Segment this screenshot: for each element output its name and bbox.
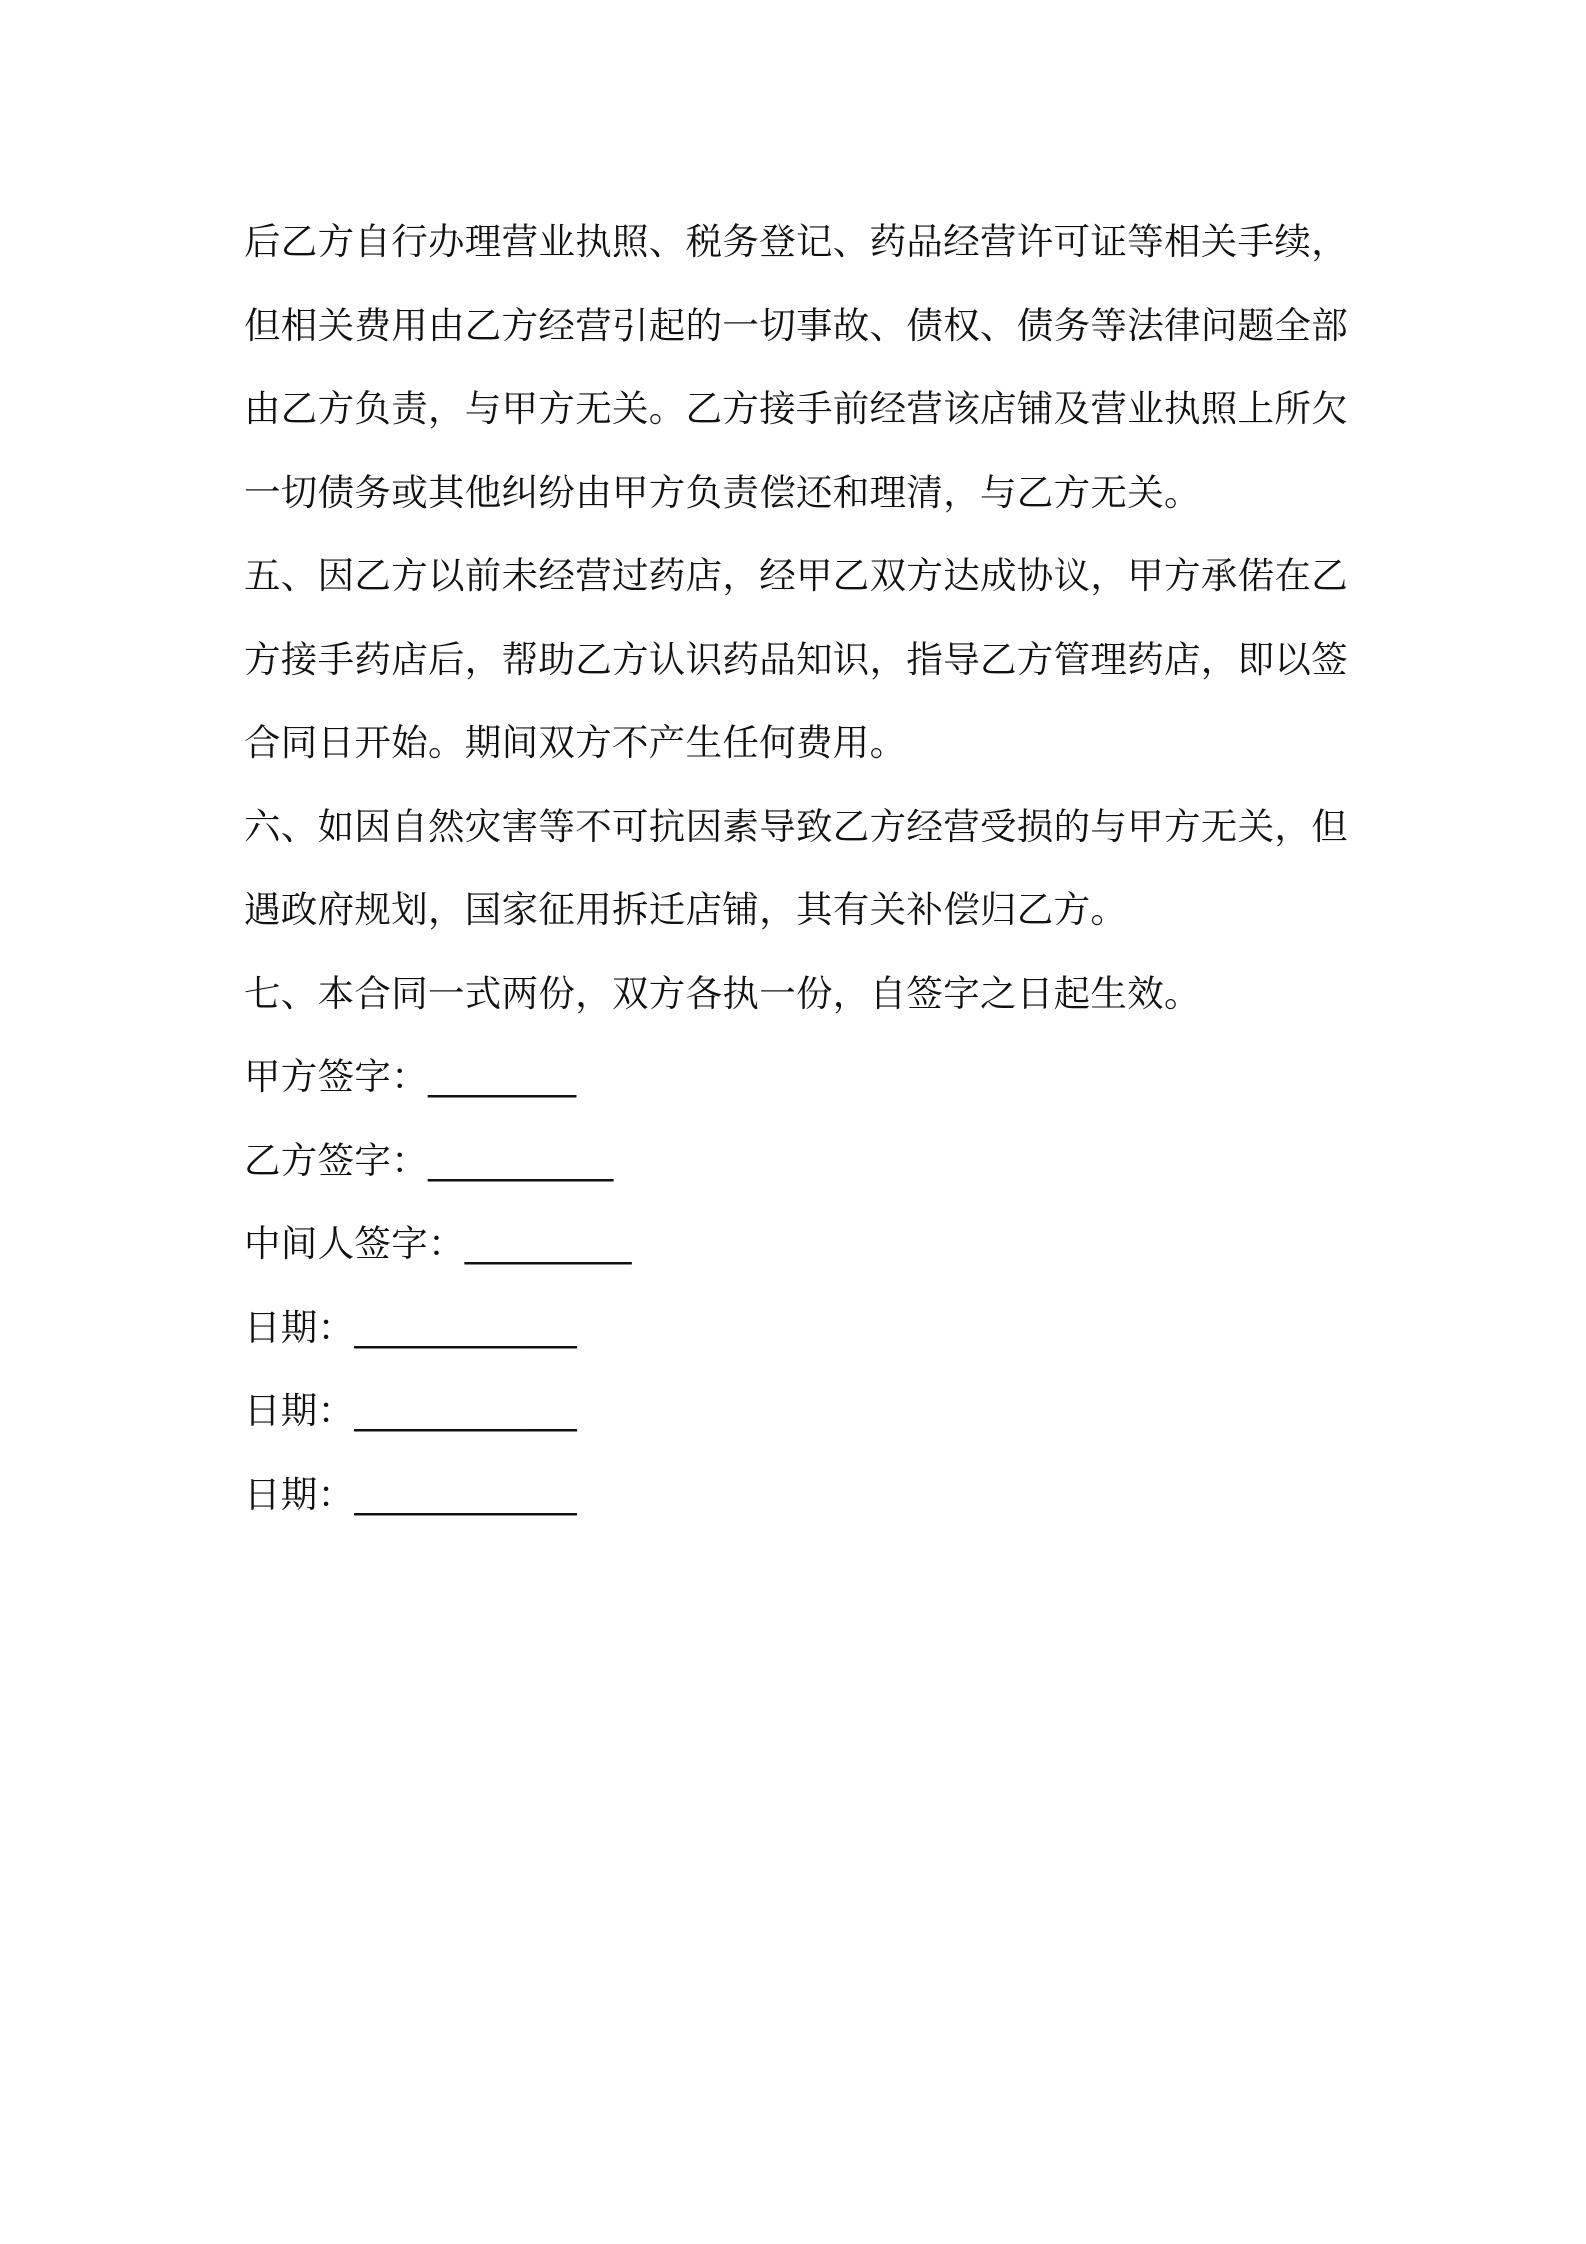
text-line: 方接手药店后，帮助乙方认识药品知识，指导乙方管理药店，即以签 bbox=[244, 637, 1348, 681]
party-b-signature-line: 乙方签字：__________ bbox=[244, 1138, 614, 1182]
clause-6 bbox=[244, 785, 1364, 952]
clause-7 bbox=[244, 952, 1364, 1036]
clause-5 bbox=[244, 534, 1364, 785]
text-line: 一切债务或其他纠纷由甲方负责偿还和理清，与乙方无关。 bbox=[244, 470, 1201, 514]
text-line: 六、如因自然灾害等不可抗因素导致乙方经营受损的与甲方无关，但 bbox=[244, 804, 1348, 848]
text-line: 后乙方自行办理营业执照、税务登记、药品经营许可证等相关手续， bbox=[244, 220, 1348, 263]
contract-body bbox=[244, 200, 1364, 1536]
date-line-1: 日期：____________ bbox=[244, 1305, 577, 1349]
intermediary-signature-line: 中间人签字：_________ bbox=[244, 1222, 632, 1265]
text-line: 五、因乙方以前未经营过药店，经甲乙双方达成协议，甲方承偌在乙 bbox=[244, 554, 1348, 597]
paragraph-4-continued bbox=[244, 200, 1364, 534]
date-line-3: 日期：____________ bbox=[244, 1472, 577, 1516]
text-line: 七、本合同一式两份，双方各执一份，自签字之日起生效。 bbox=[244, 971, 1201, 1015]
party-a-signature-line: 甲方签字：________ bbox=[244, 1055, 577, 1098]
text-line: 遇政府规划，国家征用拆迁店铺，其有关补偿归乙方。 bbox=[244, 888, 1128, 931]
date-line-2: 日期：____________ bbox=[244, 1389, 577, 1432]
text-line: 但相关费用由乙方经营引起的一切事故、债权、债务等法律问题全部 bbox=[244, 303, 1348, 347]
text-line: 合同日开始。期间双方不产生任何费用。 bbox=[244, 721, 907, 764]
signature-block bbox=[244, 1035, 1364, 1536]
text-line: 由乙方负责，与甲方无关。乙方接手前经营该店铺及营业执照上所欠 bbox=[244, 387, 1348, 430]
